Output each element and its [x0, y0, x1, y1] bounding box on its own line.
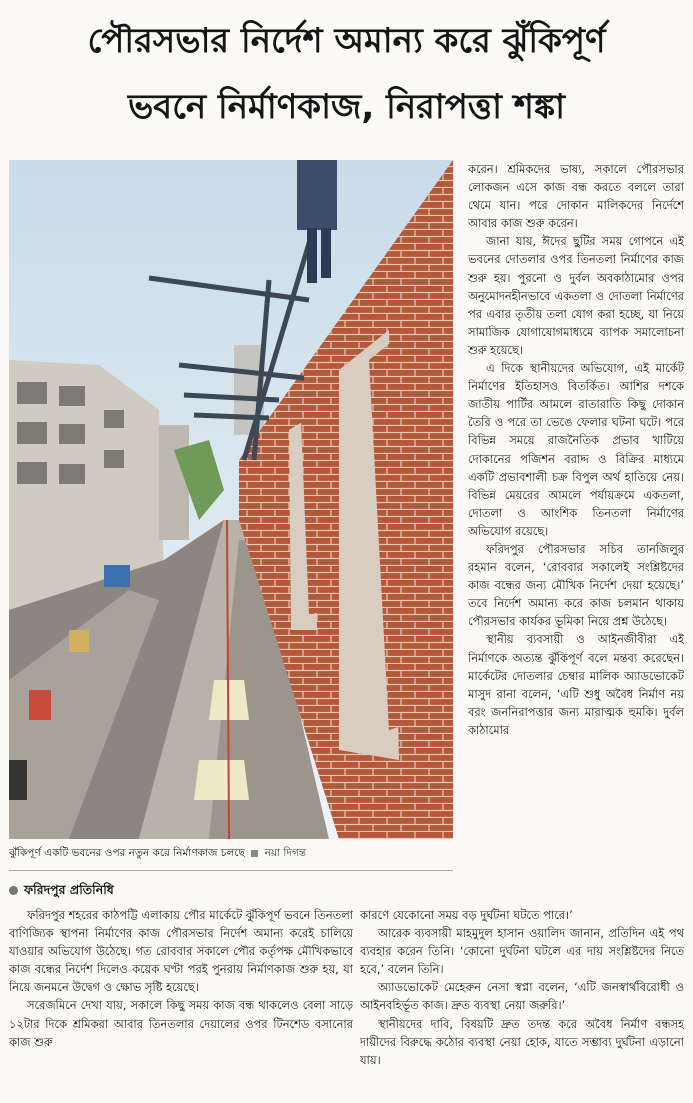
paragraph: স্থানীয়দের দাবি, বিষয়টি দ্রুত তদন্ত করে অবৈধ নির্মাণ বন্ধসহ দায়ীদের বিরুদ্ধে কঠোর ব্যবস্থা নেয়া হোক, যাতে সম্ভাব্য দুর্ঘটনা এড়ানো যায়। [360, 1016, 684, 1067]
paragraph: কারণে যেকোনো সময় বড় দুর্ঘটনা ঘটতে পারে।’ [360, 908, 573, 922]
article-column-left [9, 906, 353, 1098]
byline-bullet-icon [9, 886, 18, 895]
paragraph: জানা যায়, ঈদের ছুটির সময় গোপনে এই ভবনের দোতলার ওপর তিনতলা নির্মাণের কাজ শুরু হয়। পুরনো ও দুর্বল অবকাঠামোর ওপর অনুমোদনহীনভাবে একতলা ও দোতলা নির্মাণের পর এবার তৃতীয় তলা যোগ করা হচ্ছে, যা নিয়ে সামাজিক যোগাযোগমাধ্যমে ব্যাপক সমালোচনা শুরু হয়েছে। [468, 234, 684, 357]
headline [8, 8, 685, 140]
news-photo [9, 160, 453, 839]
byline [9, 882, 114, 902]
paragraph: ফরিদপুর পৌরসভার সচিব তানজিলুর রহমান বলেন, ‘রোববার সকালেই সংশ্লিষ্টদের কাজ বন্ধের জন্য মৌখিক নির্দেশ দেয়া হয়েছে।’ তবে নির্দেশ অমান্য করে কাজ চলমান থাকায় পৌরসভার কার্যকর ভূমিকা নিয়ে প্রশ্ন উঠেছে। [468, 541, 684, 629]
byline-text: ফরিদপুর প্রতিনিধি [24, 882, 114, 897]
paragraph: করেন। শ্রমিকদের ভাষ্য, সকালে পৌরসভার লোকজন এসে কাজ বন্ধ করতে বললে তারা থেমে যান। পরে দোকান মালিকদের নির্দেশে আবার কাজ শুরু করেন। [468, 162, 684, 231]
paragraph: অ্যাডভোকেট মেহেরুন নেসা স্বপ্না বলেন, ‘এটি জনস্বার্থবিরোধী ও আইনবহির্ভূত কাজ। দ্রুত ব্যবস্থা নেয়া জরুরি।’ [360, 980, 684, 1013]
credit-square-icon [251, 850, 258, 857]
article-column-bottom-right [360, 906, 684, 1098]
headline-line-2: ভবনে নির্মাণকাজ, নিরাপত্তা শঙ্কা [127, 87, 566, 127]
paragraph: স্থানীয় ব্যবসায়ী ও আইনজীবীরা এই নির্মাণকে অত্যন্ত ঝুঁকিপূর্ণ বলে মন্তব্য করেছেন। মার্কেটের দোতলার চেম্বার মালিক অ্যাডভোকেট মাসুদ রানা বলেন, ‘এটি শুধু অবৈধ নির্মাণ নয় বরং জননিরাপত্তার জন্য মারাত্মক হুমকি। দুর্বল কাঠামোর [468, 632, 684, 737]
photo-caption [9, 846, 453, 860]
photo-credit: নয়া দিগন্ত [264, 847, 307, 859]
paragraph: ফরিদপুর শহরের কাঠপট্টি এলাকায় পৌর মার্কেটে ঝুঁকিপূর্ণ ভবনে তিনতলা বাণিজ্যিক স্থাপনা নির্মাণের কাজ পৌরসভার নির্দেশ অমান্য করেই চালিয়ে যাওয়ার অভিযোগ উঠেছে। গত রোববার সকালে পৌর কর্তৃপক্ষ মৌখিকভাবে কাজ বন্ধের নির্দেশ দিলেও কয়েক ঘণ্টা পরই পুনরায় নির্মাণকাজ শুরু হয়, যা নিয়ে জনমনে উদ্বেগ ও ক্ষোভ সৃষ্টি হয়েছে। [9, 908, 353, 995]
article-column-right [468, 160, 684, 900]
section-divider [9, 870, 453, 871]
caption-text: ঝুঁকিপূর্ণ একটি ভবনের ওপর নতুন করে নির্মাণকাজ চলছে [9, 847, 245, 859]
paragraph: সরেজমিনে দেখা যায়, সকালে কিছু সময় কাজ বন্ধ থাকলেও বেলা সাড়ে ১২টার দিকে শ্রমিকরা আবার তিনতলার দেয়ালের ওপর টিনশেড বসানোর কাজ শুরু [9, 998, 353, 1049]
headline-line-1: পৌরসভার নির্দেশ অমান্য করে ঝুঁকিপূর্ণ [87, 21, 606, 61]
paragraph: এ দিকে স্থানীয়দের অভিযোগ, এই মার্কেট নির্মাণের ইতিহাসও বিতর্কিত। আশির দশকে জাতীয় পার্টির আমলে রাতারাতি কিছু দোকান তৈরি ও পরে তা ভেঙে ফেলার ঘটনা ঘটে। পরে বিভিন্ন সময়ে রাজনৈতিক প্রভাব খাটিয়ে দোকানের পজিশন বরাদ্দ ও বিক্রির মাধ্যমে একটি প্রভাবশালী চক্র বিপুল অর্থ হাতিয়ে নেয়। বিভিন্ন মেয়রের আমলে পর্যায়ক্রমে একতলা, দোতলা ও আংশিক তিনতলা নির্মাণের অভিযোগ রয়েছে। [468, 361, 684, 538]
paragraph: আরেক ব্যবসায়ী মাহমুদুল হাসান ওয়ালিদ জানান, প্রতিদিন এই পথ ব্যবহার করেন তিনি। ‘কোনো দুর্ঘটনা ঘটলে এর দায় সংশ্লিষ্টদের নিতে হবে,’ বলেন তিনি। [360, 926, 684, 977]
construction-photo-illustration [9, 160, 453, 839]
